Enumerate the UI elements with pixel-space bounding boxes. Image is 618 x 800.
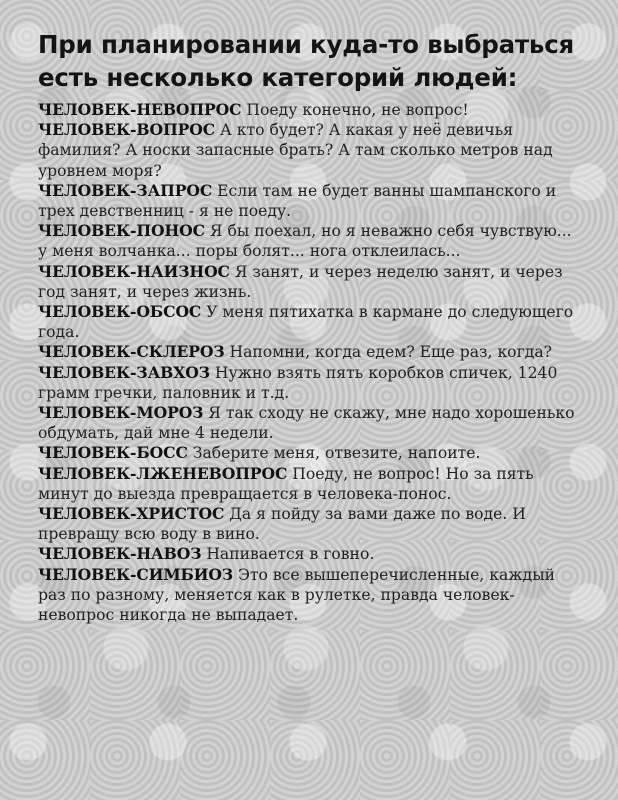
category-description: Поеду конечно, не вопрос! <box>241 101 469 119</box>
category-description: У меня пятихатка в кармане до следующего года. <box>38 303 574 342</box>
category-term: ЧЕЛОВЕК-СКЛЕРОЗ <box>38 342 225 362</box>
title-line-2: есть несколько категорий людей: <box>38 63 518 92</box>
category-term: ЧЕЛОВЕК-МОРОЗ <box>38 403 204 423</box>
category-term: ЧЕЛОВЕК-ЛЖЕНЕВОПРОС <box>38 463 288 483</box>
category-description: Я так сходу не скажу, мне надо хорошенько обдумать, дай мне 4 недели. <box>38 404 575 443</box>
list-item <box>38 221 580 261</box>
category-description: Да я пойду за вами даже по воде. И превращу всю воду в вино. <box>38 505 526 544</box>
category-term: ЧЕЛОВЕК-НАВОЗ <box>38 544 202 564</box>
list-item <box>38 363 580 403</box>
list-item <box>38 100 580 120</box>
category-list <box>38 100 580 625</box>
category-description: Напивается в говно. <box>201 545 375 564</box>
category-term: ЧЕЛОВЕК-ЗАПРОС <box>38 180 213 200</box>
page-title <box>38 28 580 94</box>
category-description: Заберите меня, отвезите, напоите. <box>187 444 481 463</box>
category-description: Напомни, когда едем? Еще раз, когда? <box>224 343 553 362</box>
category-term: ЧЕЛОВЕК-СИМБИОЗ <box>38 564 234 584</box>
list-item <box>38 120 580 181</box>
category-description: Я бы поехал, но я неважно себя чувствую... у меня волчанка... поры болят... нога отклеилась... <box>38 222 572 261</box>
category-term: ЧЕЛОВЕК-ЗАВХОЗ <box>38 362 210 382</box>
category-description: А кто будет? А какая у неё девичья фамилия? А носки запасные брать? А там сколько метров над уровнем моря? <box>38 121 553 180</box>
list-item <box>38 403 580 443</box>
category-description: Это все вышеперечисленные, каждый раз по разному, меняется как в рулетке, правда человек-невопрос никогда не выпадает. <box>38 565 556 625</box>
list-item <box>38 443 580 463</box>
category-term: ЧЕЛОВЕК-БОСС <box>38 443 188 463</box>
category-term: ЧЕЛОВЕК-ХРИСТОС <box>38 504 225 524</box>
category-term: ЧЕЛОВЕК-НЕВОПРОС <box>38 100 242 119</box>
category-term: ЧЕЛОВЕК-ПОНОС <box>38 221 205 241</box>
title-line-1: При планировании куда-то выбраться <box>38 30 575 59</box>
list-item <box>38 544 580 564</box>
list-item <box>38 464 580 504</box>
category-term: ЧЕЛОВЕК-ОБСОС <box>38 302 202 322</box>
category-term: ЧЕЛОВЕК-ВОПРОС <box>38 120 216 140</box>
list-item <box>38 342 580 362</box>
category-description: Поеду, не вопрос! Но за пять минут до выезда превращается в человека-понос. <box>38 464 534 503</box>
category-description: Нужно взять пять коробков спичек, 1240 грамм гречки, паловник и т.д. <box>38 363 558 402</box>
list-item <box>38 181 580 221</box>
list-item <box>38 262 580 302</box>
list-item <box>38 504 580 544</box>
list-item <box>38 565 580 626</box>
category-description: Если там не будет ванны шампанского и трех девственниц - я не поеду. <box>38 181 557 221</box>
category-description: Я занят, и через неделю занят, и через год занят, и через жизнь. <box>38 262 563 301</box>
list-item <box>38 302 580 342</box>
category-term: ЧЕЛОВЕК-НАИЗНОС <box>38 261 230 281</box>
